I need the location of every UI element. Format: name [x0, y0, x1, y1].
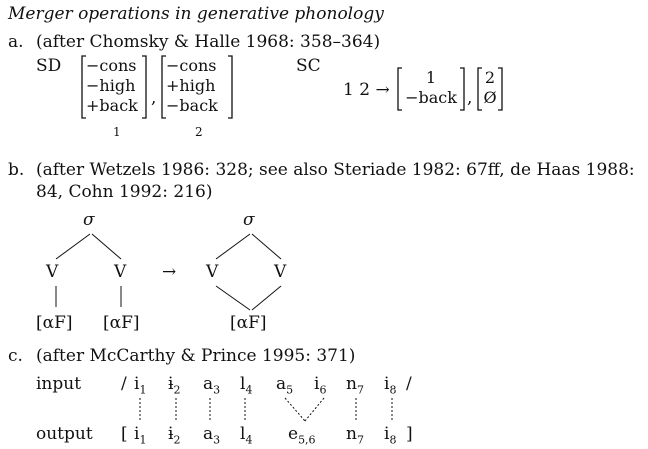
- sc-lhs: 1 2 →: [343, 80, 390, 100]
- segment-base: ɨ: [168, 374, 174, 394]
- segment-base: n: [346, 374, 357, 394]
- output-close-bracket: ]: [406, 424, 413, 444]
- sd-matrix-1-row-1: −cons: [86, 56, 137, 75]
- sd-matrix-1-index: 1: [113, 125, 121, 139]
- segment-base: i: [314, 374, 320, 394]
- input-open-slash: /: [121, 374, 127, 394]
- sd-comma: ,: [151, 88, 157, 108]
- input-label: input: [36, 374, 82, 394]
- segment-base: i: [384, 374, 390, 394]
- sc-matrix-1-row-1: 1: [425, 68, 437, 87]
- example-b-citation-line-1: (after Wetzels 1986: 328; see also Steriade 1982: 67ff, de Haas 1988:: [36, 160, 635, 180]
- segment-index: 7: [356, 383, 364, 397]
- vowel-left-2: V: [114, 262, 127, 282]
- segment-base: a: [276, 374, 287, 394]
- sc-comma: ,: [467, 88, 473, 108]
- sc-matrix-1-row-2: −back: [405, 88, 457, 107]
- feature-left-1: [αF]: [36, 313, 73, 333]
- segment-index: 5,6: [298, 433, 316, 447]
- corr-5: [285, 398, 305, 421]
- segment-base: l: [240, 424, 246, 444]
- sd-matrix-1-row-3: +back: [86, 96, 138, 115]
- example-c-label: c.: [8, 346, 23, 366]
- segment-index: 8: [389, 383, 397, 397]
- segment-index: 8: [389, 433, 397, 447]
- sc-matrix-2-row-2: Ø: [483, 88, 497, 107]
- example-a-citation: (after Chomsky & Halle 1968: 358–364): [36, 32, 381, 52]
- figure-title: Merger operations in generative phonology: [8, 4, 384, 24]
- segment-base: i: [134, 374, 140, 394]
- derivation-arrow: →: [162, 262, 177, 282]
- segment-index: 3: [213, 383, 221, 397]
- sd-matrix-2-row-2: +high: [166, 76, 216, 95]
- segment-index: 1: [139, 383, 147, 397]
- segment-index: 1: [139, 433, 147, 447]
- segment-index: 6: [319, 383, 327, 397]
- output-label: output: [36, 424, 93, 444]
- sd-matrix-2-index: 2: [195, 125, 203, 139]
- segment-base: l: [240, 374, 246, 394]
- sc-matrix-2-row-1: 2: [484, 68, 496, 87]
- segment-index: 2: [173, 383, 181, 397]
- segment-base: a: [203, 374, 214, 394]
- segment-index: 3: [213, 433, 221, 447]
- segment-base: n: [346, 424, 357, 444]
- sigma-left: σ: [83, 210, 95, 230]
- sd-matrix-1-row-2: −high: [86, 76, 136, 95]
- segment-base: e: [288, 424, 299, 444]
- vowel-right-2: V: [274, 262, 287, 282]
- feature-right: [αF]: [230, 313, 267, 333]
- sigma-right: σ: [243, 210, 255, 230]
- segment-index: 7: [356, 433, 364, 447]
- vowel-left-1: V: [46, 262, 59, 282]
- example-b-label: b.: [8, 160, 25, 180]
- example-b-citation-line-2: 84, Cohn 1992: 216): [36, 182, 213, 202]
- segment-index: 4: [245, 383, 253, 397]
- segment-base: ɨ: [168, 424, 174, 444]
- sd-matrix-2-row-3: −back: [166, 96, 218, 115]
- example-a-label: a.: [8, 32, 24, 52]
- segment-index: 5: [286, 383, 294, 397]
- sd-label: SD: [36, 56, 62, 76]
- feature-left-2: [αF]: [103, 313, 140, 333]
- input-close-slash: /: [406, 374, 412, 394]
- segment-index: 4: [245, 433, 253, 447]
- sc-label: SC: [296, 56, 321, 76]
- segment-base: a: [203, 424, 214, 444]
- vowel-right-1: V: [206, 262, 219, 282]
- segment-index: 2: [173, 433, 181, 447]
- output-open-bracket: [: [121, 424, 128, 444]
- example-c-citation: (after McCarthy & Prince 1995: 371): [36, 346, 356, 366]
- sd-matrix-2-row-1: −cons: [166, 56, 217, 75]
- segment-base: i: [134, 424, 140, 444]
- corr-6: [305, 398, 324, 421]
- segment-base: i: [384, 424, 390, 444]
